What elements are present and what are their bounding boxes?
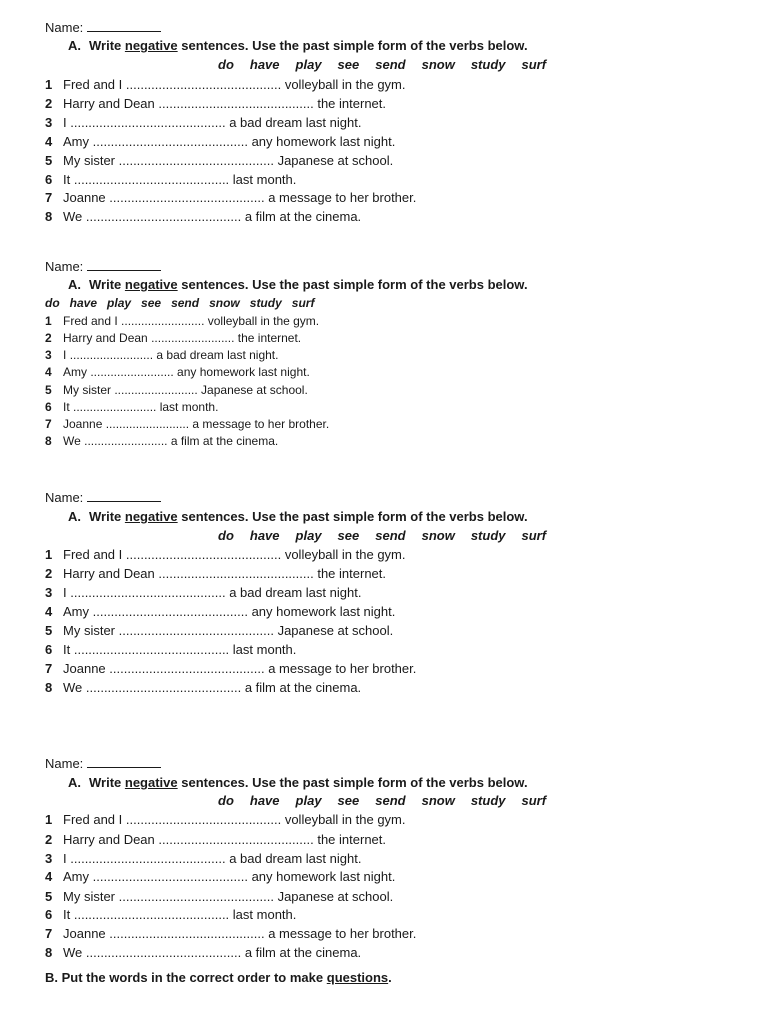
- name-line: [45, 756, 161, 771]
- exercise-item: 4 Amy ........................................... any homework last night.: [45, 869, 396, 884]
- verb-do: do: [218, 57, 234, 72]
- exercise-item: 8 We ........................................... a film at the cinema.: [45, 680, 362, 695]
- verb-play: play: [295, 57, 322, 72]
- instruction-part-a: A. Write negative sentences. Use the past simple form of the verbs below.: [68, 277, 528, 292]
- name-line: [45, 259, 161, 274]
- answer-blank[interactable]: .........................: [114, 383, 198, 397]
- exercise-item: 4 Amy ......................... any homework last night.: [45, 365, 310, 379]
- exercise-item: 4 Amy ........................................... any homework last night.: [45, 604, 396, 619]
- verb-send: send: [375, 528, 406, 543]
- exercise-item: 7 Joanne ........................................... a message to her brother.: [45, 661, 417, 676]
- verb-snow: snow: [421, 793, 455, 808]
- answer-blank[interactable]: .........................: [69, 348, 154, 362]
- answer-blank[interactable]: ...........................................: [118, 623, 274, 638]
- answer-blank[interactable]: .........................: [105, 417, 190, 431]
- instruction-part-a: A. Write negative sentences. Use the past simple form of the verbs below.: [68, 38, 528, 53]
- exercise-item: 5 My sister ......................... Japanese at school.: [45, 383, 308, 397]
- answer-blank[interactable]: ...........................................: [85, 680, 242, 695]
- verb-surf: surf: [291, 296, 315, 310]
- verb-do: do: [218, 528, 234, 543]
- answer-blank[interactable]: ...........................................: [92, 604, 248, 619]
- verb-snow: snow: [209, 296, 240, 310]
- answer-blank[interactable]: .........................: [90, 365, 174, 379]
- answer-blank[interactable]: .........................: [84, 434, 168, 448]
- negative-keyword: negative: [124, 775, 178, 790]
- exercise-item: 1 Fred and I ......................... volleyball in the gym.: [45, 314, 320, 328]
- exercise-item: 1 Fred and I ........................................... volleyball in the gym.: [45, 812, 406, 827]
- verb-see: see: [337, 793, 360, 808]
- answer-blank[interactable]: ...........................................: [125, 77, 282, 92]
- verb-snow: snow: [421, 57, 455, 72]
- questions-keyword: questions: [326, 970, 389, 985]
- negative-keyword: negative: [124, 38, 178, 53]
- verb-do: do: [45, 296, 60, 310]
- verb-send: send: [375, 793, 406, 808]
- instruction-part-b: B. Put the words in the correct order to make questions.: [45, 970, 392, 985]
- exercise-item: 3 I ......................... a bad dream last night.: [45, 348, 279, 362]
- exercise-item: 3 I ........................................... a bad dream last night.: [45, 851, 362, 866]
- instruction-part-a: A. Write negative sentences. Use the past simple form of the verbs below.: [68, 509, 528, 524]
- answer-blank[interactable]: ...........................................: [109, 661, 265, 676]
- exercise-item: 8 We ........................................... a film at the cinema.: [45, 209, 362, 224]
- answer-blank[interactable]: ...........................................: [85, 209, 242, 224]
- exercise-item: 2 Harry and Dean ........................................... the internet.: [45, 96, 386, 111]
- name-label: Name:: [45, 490, 84, 505]
- name-blank[interactable]: [87, 270, 161, 271]
- exercise-item: 7 Joanne ........................................... a message to her brother.: [45, 926, 417, 941]
- answer-blank[interactable]: .........................: [151, 331, 235, 345]
- verb-study: study: [470, 528, 506, 543]
- answer-blank[interactable]: .........................: [121, 314, 205, 328]
- exercise-item: 6 It ......................... last month.: [45, 400, 219, 414]
- verb-study: study: [470, 793, 506, 808]
- exercise-item: 8 We ......................... a film at the cinema.: [45, 434, 279, 448]
- answer-blank[interactable]: ...........................................: [85, 945, 242, 960]
- name-line: [45, 20, 161, 35]
- answer-blank[interactable]: ...........................................: [73, 172, 230, 187]
- exercise-item: 5 My sister ........................................... Japanese at school.: [45, 153, 394, 168]
- answer-blank[interactable]: ...........................................: [109, 190, 265, 205]
- exercise-item: 2 Harry and Dean ......................... the internet.: [45, 331, 302, 345]
- answer-blank[interactable]: ...........................................: [118, 889, 274, 904]
- verb-see: see: [141, 296, 162, 310]
- exercise-item: 4 Amy ........................................... any homework last night.: [45, 134, 396, 149]
- verb-play: play: [295, 528, 322, 543]
- name-blank[interactable]: [87, 767, 161, 768]
- verb-surf: surf: [521, 793, 547, 808]
- verb-study: study: [249, 296, 282, 310]
- negative-keyword: negative: [124, 277, 178, 292]
- answer-blank[interactable]: ...........................................: [109, 926, 265, 941]
- answer-blank[interactable]: ...........................................: [73, 642, 230, 657]
- verb-have: have: [249, 793, 280, 808]
- verb-surf: surf: [521, 57, 547, 72]
- verb-do: do: [218, 793, 234, 808]
- verb-snow: snow: [421, 528, 455, 543]
- verb-have: have: [69, 296, 98, 310]
- exercise-item: 5 My sister ........................................... Japanese at school.: [45, 623, 394, 638]
- verb-play: play: [295, 793, 322, 808]
- exercise-item: 2 Harry and Dean ........................................... the internet.: [45, 566, 386, 581]
- answer-blank[interactable]: ...........................................: [158, 832, 314, 847]
- verb-send: send: [375, 57, 406, 72]
- name-line: [45, 490, 161, 505]
- answer-blank[interactable]: ...........................................: [118, 153, 274, 168]
- answer-blank[interactable]: ...........................................: [92, 134, 248, 149]
- exercise-item: 2 Harry and Dean ........................................... the internet.: [45, 832, 386, 847]
- verb-list: [218, 793, 562, 808]
- answer-blank[interactable]: ...........................................: [158, 96, 314, 111]
- answer-blank[interactable]: ...........................................: [73, 907, 230, 922]
- answer-blank[interactable]: ...........................................: [158, 566, 314, 581]
- exercise-item: 6 It ........................................... last month.: [45, 642, 297, 657]
- answer-blank[interactable]: ...........................................: [125, 547, 282, 562]
- exercise-item: 6 It ........................................... last month.: [45, 172, 297, 187]
- verb-list: [218, 528, 562, 543]
- exercise-item: 3 I ........................................... a bad dream last night.: [45, 115, 362, 130]
- verb-send: send: [171, 296, 200, 310]
- verb-study: study: [470, 57, 506, 72]
- verb-have: have: [249, 528, 280, 543]
- verb-list: [218, 57, 562, 72]
- exercise-item: 5 My sister ........................................... Japanese at school.: [45, 889, 394, 904]
- name-blank[interactable]: [87, 31, 161, 32]
- verb-surf: surf: [521, 528, 547, 543]
- name-label: Name:: [45, 756, 84, 771]
- exercise-item: 7 Joanne ........................................... a message to her brother.: [45, 190, 417, 205]
- answer-blank[interactable]: ...........................................: [70, 851, 226, 866]
- verb-list: [45, 296, 324, 310]
- answer-blank[interactable]: ...........................................: [92, 869, 248, 884]
- exercise-item: 3 I ........................................... a bad dream last night.: [45, 585, 362, 600]
- answer-blank[interactable]: ...........................................: [125, 812, 282, 827]
- exercise-item: 1 Fred and I ........................................... volleyball in the gym.: [45, 77, 406, 92]
- exercise-item: 8 We ........................................... a film at the cinema.: [45, 945, 362, 960]
- negative-keyword: negative: [124, 509, 178, 524]
- verb-play: play: [107, 296, 132, 310]
- name-label: Name:: [45, 20, 84, 35]
- answer-blank[interactable]: .........................: [73, 400, 157, 414]
- verb-have: have: [249, 57, 280, 72]
- exercise-item: 7 Joanne ......................... a message to her brother.: [45, 417, 330, 431]
- name-blank[interactable]: [87, 501, 161, 502]
- verb-see: see: [337, 528, 360, 543]
- verb-see: see: [337, 57, 360, 72]
- name-label: Name:: [45, 259, 84, 274]
- exercise-item: 6 It ........................................... last month.: [45, 907, 297, 922]
- answer-blank[interactable]: ...........................................: [70, 585, 226, 600]
- exercise-item: 1 Fred and I ........................................... volleyball in the gym.: [45, 547, 406, 562]
- instruction-part-a: A. Write negative sentences. Use the past simple form of the verbs below.: [68, 775, 528, 790]
- answer-blank[interactable]: ...........................................: [70, 115, 226, 130]
